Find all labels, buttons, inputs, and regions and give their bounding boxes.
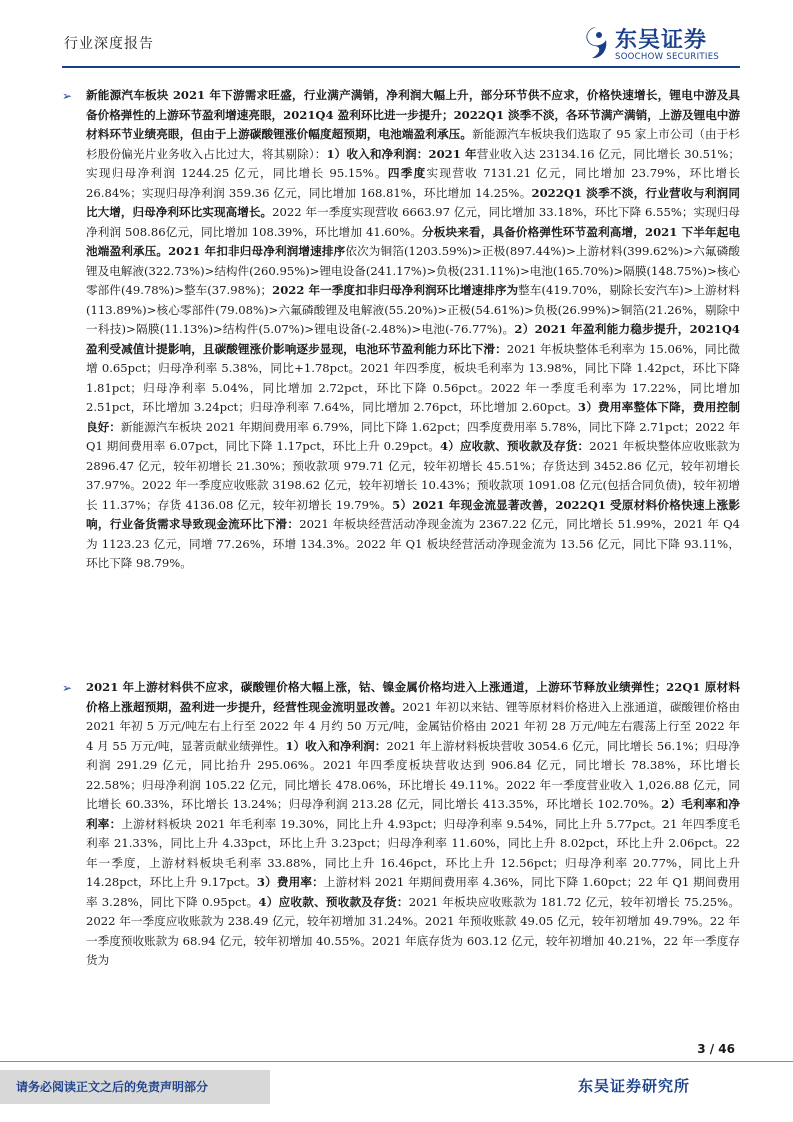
bold-text-segment: 2）2021 年盈利能力稳步提升，2021Q4 盈利受减值计提影响，且碳酸锂涨价影响逐步显现，电池环节盈利能力环比下滑： [86,322,740,356]
logo-mark-text: SCS [582,52,596,59]
footer-divider [0,1061,793,1062]
text-segment: 上游材料 2021 年期间费用率 4.36%，同比下降 1.60pct；22 年 Q1 期间费用率 3.28%，同比下降 0.95pct。 [86,875,740,909]
bold-text-segment: 四季度 [387,166,427,180]
bold-text-segment: 4）应收款、预收款及存货： [258,894,409,909]
bullet-arrow-icon: ➢ [62,89,73,103]
bold-text-segment: 3）费用率： [256,875,324,889]
bold-text-segment: 3）费用率整体下降，费用控制良好： [86,400,740,434]
institute-name: 东吴证券研究所 [578,1077,691,1095]
page-number: 3 / 46 [697,1042,735,1056]
logo-chinese-name: 东吴证券 [615,28,708,53]
bold-text-segment: 分板块来看，具备价格弹性环节盈利高增，2021 下半年起电池端盈利承压。2021 年扣非归母净利润增速排序 [86,224,740,258]
text-segment: 2022 年一季度实现营收 6663.97 亿元，同比增加 33.18%，环比下降 6.55%；实现归母净利润 508.86亿元，同比增加 108.39%，环比增加 41.60%。 [86,205,740,239]
bold-text-segment: 1）收入和净利润： [285,738,387,753]
text-segment: 营业收入达 23134.16 亿元，同比增长 30.51%；实现归母净利润 1244.25 亿元，同比增长 95.15%。 [86,146,740,180]
paragraph-new-energy-vehicle [86,86,740,574]
text-segment: 整车(419.70%，剔除长安汽车)>上游材料(113.89%)>核心零部件(79.08%)>六氟磷酸锂及电解液(55.20%)>正极(54.61%)>负极(26.99%)>铜箔(21.26%，剔除中一科技)>隔膜(11.13%)>结构件(5.07%)>锂电设备(-2.48%)>电池(-76.77%)。 [86,283,740,336]
bold-text-segment: 2022 年一季度扣非归母净利润环比增速排序为 [272,283,519,297]
bold-text-segment: 2）毛利率和净利率： [86,797,740,831]
bullet-arrow-icon: ➢ [62,681,73,695]
text-segment: 新能源汽车板块我们选取了 95 家上市公司（由于杉杉股份偏光片业务收入占比过大，将其剔除）： [86,127,740,161]
bold-text-segment: 新能源汽车板块 2021 年下游需求旺盛，行业满产满销，净利润大幅上升，部分环节供不应求，价格快速增长，锂电中游及具备价格弹性的上游环节盈利增速亮眼，2021Q4 盈利环比进一步提升；2022Q1 淡季不淡，各环节满产满销，上游及锂电中游材料环节业绩亮眼，但由于上游碳酸锂涨价幅度超预期，电池端盈利承压。 [86,88,740,141]
text-segment: 实现营收 7131.21 亿元，同比增加 23.79%，环比增长 26.84%；实现归母净利润 359.36 亿元，同比增加 168.81%，环比增加 14.25%。 [86,166,740,200]
disclaimer-link[interactable]: 请务必阅读正文之后的免责声明部分 [16,1080,209,1094]
text-segment: 2021 年板块整体毛利率为 15.06%，同比微增 0.65pct；归母净利率 5.38%，同比+1.78pct。2021 年四季度，板块毛利率为 13.98%，同比下降 1.42pct，环比下降 1.81pct；归母净利率 5.04%，同比增加 2.72pct，环比下降 0.56pct。2022 年一季度毛利率为 17.22%，同比增加 2.51pct，环比增加 3.24pct；归母净利率 7.64%，同比增加 2.76pct，环比增加 2.60pct。 [86,341,740,414]
bold-text-segment: 5）2021 年现金流显著改善，2022Q1 受原材料价格快速上涨影响，行业备货需求导致现金流环比下滑： [86,497,740,531]
text-segment: 2021 年上游材料板块营收 3054.6 亿元，同比增长 56.1%；归母净利润 291.29 亿元，同比抬升 295.06%。2021 年四季度板块营收达到 906.84 亿元，同比增长 78.38%，环比增长 22.58%；归母净利润 105.22 亿元，同比增长 478.06%，环比增长 49.11%。2022 年一季度营业收入 1,026.88 亿元，同比增长 60.33%，环比增长 13.24%；归母净利润 213.28 亿元，同比增长 413.35%，环比增长 102.70%。 [86,738,741,811]
bold-text-segment: 1）收入和净利润：2021 年 [326,146,477,161]
soochow-logo-icon [582,26,610,60]
report-type-title: 行业深度报告 [64,36,154,52]
text-segment: 2021 年初以来钴、锂等原材料价格进入上涨通道，碳酸锂价格由 2021 年初 5 万元/吨左右上行至 2022 年 4 月约 50 万元/吨，金属钴价格由 2021 年初 28 万元/吨左右震荡上行至 2022 年 4 月 55 万元/吨，显著贡献业绩弹性。 [86,699,740,753]
text-segment: 2021 年板块应收账款为 181.72 亿元，较年初增长 75.25%。2022 年一季度应收账款为 238.49 亿元，较年初增加 31.24%。2021 年预收账款 49.05 亿元，较年初增加 49.79%。22 年一季度预收账款为 68.94 亿元，较年初增加 40.55%。2021 年底存货为 603.12 亿元，较年初增加 40.21%，22 年一季度存货为 [86,894,740,967]
header-divider [62,66,740,68]
company-logo [582,22,742,66]
bold-text-segment: 2022Q1 淡季不淡，行业营收与利润同比大增，归母净利环比实现高增长。 [86,185,740,219]
text-segment: 上游材料板块 2021 年毛利率 19.30%，同比上升 4.93pct；归母净利率 9.54%，同比上升 5.77pct。21 年四季度毛利率 21.33%，同比上升 4.33pct，环比上升 3.23pct；归母净利率 11.60%，同比上升 8.02pct，环比上升 2.06pct。22 年一季度，上游材料板块毛利率 33.88%，同比上升 16.46pct，环比上升 12.56pct；归母净利率 20.77%，同比上升 14.28pct，环比上升 9.17pct。 [86,816,740,889]
text-segment: 依次为铜箔(1203.59%)>正极(897.44%)>上游材料(399.62%)>六氟磷酸锂及电解液(322.73%)>结构件(260.95%)>锂电设备(241.17%)>负极(231.11%)>电池(165.70%)>隔膜(148.75%)>核心零部件(49.78%)>整车(37.98%)； [86,244,740,297]
logo-english-name: SOOCHOW SECURITIES [615,52,720,62]
bold-text-segment: 4）应收款、预收款及存货： [439,439,590,453]
paragraph-upstream-materials [86,678,740,971]
bold-text-segment: 2021 年上游材料供不应求，碳酸锂价格大幅上涨，钴、镍金属价格均进入上涨通道，上游环节释放业绩弹性；22Q1 原材料价格上涨超预期，盈利进一步提升，经营性现金流明显改善。 [86,680,740,714]
text-segment: 2021 年板块经营活动净现金流为 2367.22 亿元，同比增长 51.99%，2021 年 Q4 为 1123.23 亿元，同增 77.26%，环增 134.3%。2022 年 Q1 板块经营活动净现金流为 13.56 亿元，同比下降 93.11%，环比下降 98.79%。 [86,517,740,570]
text-segment: 2021 年板块整体应收账款为 2896.47 亿元，较年初增长 21.30%；预收款项 979.71 亿元，较年初增长 45.51%；存货达到 3452.86 亿元，较年初增长 37.97%。2022 年一季度应收账款 3198.62 亿元，较年初增长 10.43%；预收款项 1091.08 亿元(包括合同负债)，较年初增长 11.37%；存货 4136.08 亿元，较年初增长 19.79%。 [86,439,740,512]
text-segment: 新能源汽车板块 2021 年期间费用率 6.79%，同比下降 1.62pct；四季度费用率 5.78%，同比下降 2.71pct；2022 年 Q1 期间费用率 6.07pct，同比下降 1.17pct，环比上升 0.29pct。 [86,419,740,453]
